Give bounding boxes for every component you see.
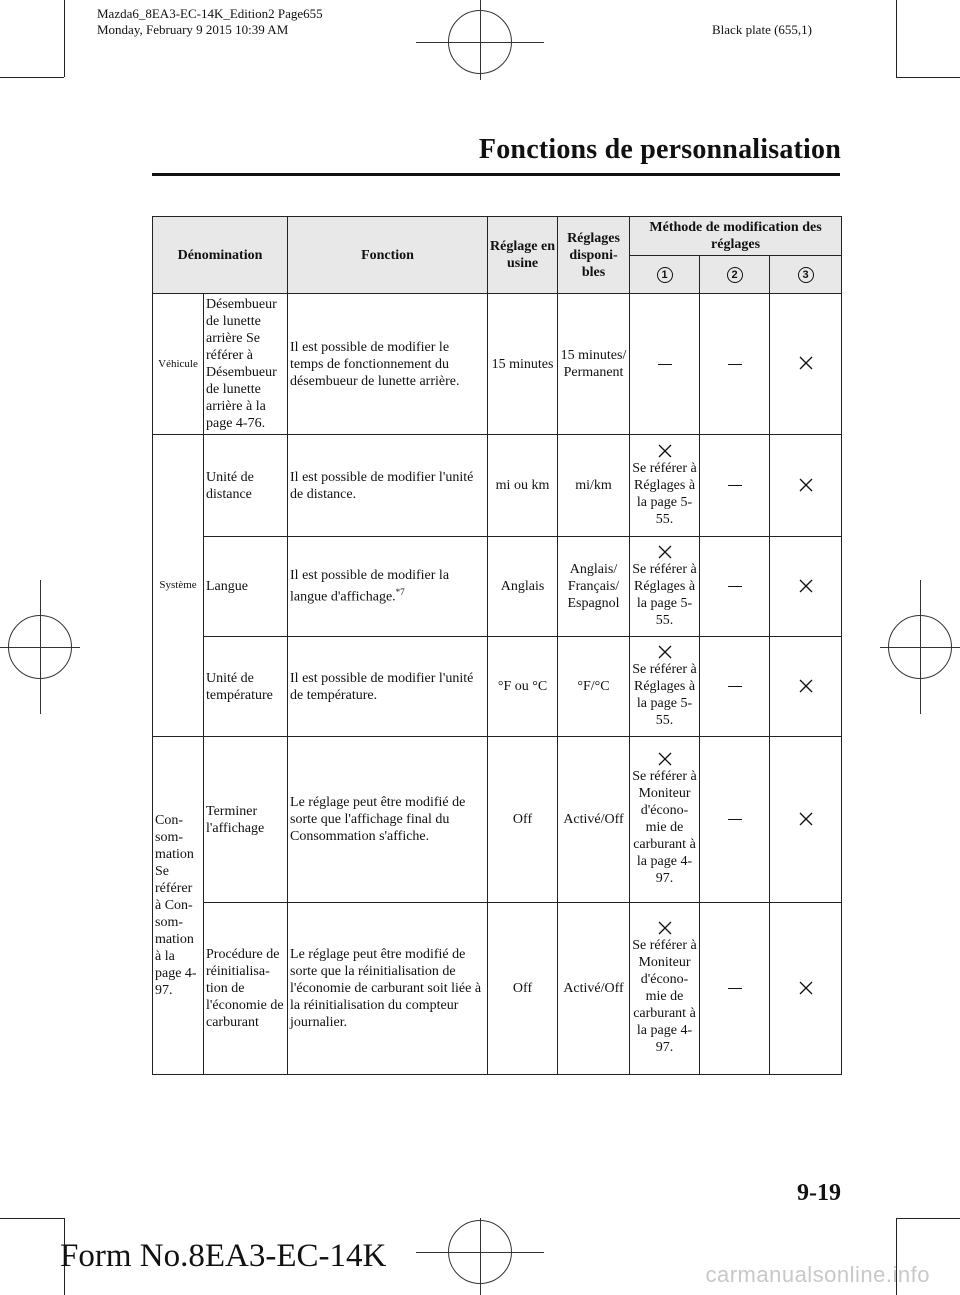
method-3-cell — [770, 294, 842, 435]
crop-mark — [896, 77, 960, 78]
usine-cell: 15 minutes — [488, 294, 558, 435]
method-1-cell — [630, 903, 700, 1075]
table-row — [153, 537, 842, 637]
section-title: Fonctions de personnalisation — [478, 134, 841, 165]
method-2-cell — [700, 435, 770, 537]
method-1-cell — [630, 435, 700, 537]
crop-mark — [0, 77, 64, 78]
usine-cell: Off — [488, 737, 558, 903]
x-mark-icon — [799, 981, 813, 995]
method-2-cell — [700, 903, 770, 1075]
header-denomination: Dénomination — [153, 217, 288, 294]
crop-mark — [896, 0, 897, 77]
x-mark-icon — [799, 356, 813, 370]
customization-table — [152, 216, 842, 1075]
circled-number-icon: 2 — [727, 267, 743, 283]
fonction-cell: Il est possible de modifier le temps de fonctionnement du désembueur de lunette arrière. — [288, 294, 488, 435]
registration-line — [480, 0, 481, 80]
method-1-cell — [630, 294, 700, 435]
method-reference: Se référer à Réglages à la page 5-55. — [632, 661, 697, 728]
category-cell: Con- som- mation Se référer à Con- som- mation à la page 4-97. — [153, 737, 204, 1075]
table-row — [153, 294, 842, 435]
method-2-cell — [700, 294, 770, 435]
usine-cell: Off — [488, 903, 558, 1075]
method-2-cell — [700, 637, 770, 737]
method-3-cell — [770, 737, 842, 903]
x-mark-icon — [799, 679, 813, 693]
disponibles-cell: Activé/Off — [558, 903, 630, 1075]
metadata-date: Monday, February 9 2015 10:39 AM — [97, 22, 289, 37]
usine-cell: Anglais — [488, 537, 558, 637]
header-reglage-usine: Réglage en usine — [488, 217, 558, 294]
denomination-cell: Unité de distance — [204, 435, 288, 537]
header-method-1 — [630, 256, 700, 294]
method-2-cell — [700, 537, 770, 637]
method-3-cell — [770, 637, 842, 737]
method-reference: Se référer à Moniteur d'écono- mie de carburant à la page 4-97. — [632, 769, 697, 886]
fonction-cell: Il est possible de modifier l'unité de température. — [288, 637, 488, 737]
method-reference: Se référer à Moniteur d'écono- mie de carburant à la page 4-97. — [632, 938, 697, 1055]
fonction-cell: Le réglage peut être modifié de sorte que l'affichage final du Consommation s'affiche. — [288, 737, 488, 903]
fonction-cell: Il est possible de modifier l'unité de distance. — [288, 435, 488, 537]
dash-icon — [728, 686, 742, 687]
header-method-3 — [770, 256, 842, 294]
circled-number-icon: 1 — [657, 267, 673, 283]
usine-cell: °F ou °C — [488, 637, 558, 737]
x-mark-icon — [658, 444, 672, 458]
dash-icon — [728, 988, 742, 989]
crop-mark — [64, 0, 65, 77]
method-1-cell — [630, 537, 700, 637]
disponibles-cell: °F/°C — [558, 637, 630, 737]
fonction-text: Il est possible de modifier la langue d'affichage. — [290, 568, 450, 605]
table-row — [153, 903, 842, 1075]
header-fonction: Fonction — [288, 217, 488, 294]
dash-icon — [728, 586, 742, 587]
disponibles-cell: mi/km — [558, 435, 630, 537]
dash-icon — [728, 485, 742, 486]
file-metadata — [97, 6, 323, 38]
x-mark-icon — [658, 545, 672, 559]
x-mark-icon — [799, 579, 813, 593]
registration-line — [920, 580, 921, 714]
table-row — [153, 435, 842, 537]
denomination-cell: Langue — [204, 537, 288, 637]
method-3-cell — [770, 903, 842, 1075]
crop-mark — [896, 1218, 960, 1219]
method-1-cell — [630, 737, 700, 903]
x-mark-icon — [799, 478, 813, 492]
method-1-cell — [630, 637, 700, 737]
method-3-cell — [770, 537, 842, 637]
disponibles-cell: 15 minutes/ Permanent — [558, 294, 630, 435]
method-reference: Se référer à Réglages à la page 5-55. — [632, 561, 697, 628]
title-divider — [152, 173, 840, 176]
table-row — [153, 637, 842, 737]
page-number: 9-19 — [797, 1180, 841, 1206]
table-row — [153, 737, 842, 903]
watermark: carmanualsonline.info — [705, 1262, 930, 1287]
x-mark-icon — [658, 921, 672, 935]
registration-line — [480, 1218, 481, 1295]
denomination-cell: Terminer l'affichage — [204, 737, 288, 903]
fonction-cell — [288, 537, 488, 637]
dash-icon — [728, 364, 742, 365]
disponibles-cell: Activé/Off — [558, 737, 630, 903]
header-method-2 — [700, 256, 770, 294]
category-cell: Système — [153, 435, 204, 737]
x-mark-icon — [658, 752, 672, 766]
denomination-cell: Procédure de réinitialisa- tion de l'économie de carburant — [204, 903, 288, 1075]
category-cell: Véhicule — [153, 294, 204, 435]
method-3-cell — [770, 435, 842, 537]
header-reglages-disponibles: Réglages disponi-bles — [558, 217, 630, 294]
footnote-ref: *7 — [395, 587, 405, 598]
dash-icon — [658, 364, 672, 365]
denomination-cell: Désembueur de lunette arrière Se référer à Désembueur de lunette arrière à la page 4-76. — [204, 294, 288, 435]
crop-mark — [0, 1218, 64, 1219]
fonction-cell: Le réglage peut être modifié de sorte que la réinitialisation de l'économie de carburant soit liée à la réinitialisation du compteur journalier. — [288, 903, 488, 1075]
dash-icon — [728, 819, 742, 820]
method-reference: Se référer à Réglages à la page 5-55. — [632, 460, 697, 527]
circled-number-icon: 3 — [798, 267, 814, 283]
x-mark-icon — [658, 645, 672, 659]
x-mark-icon — [799, 812, 813, 826]
registration-line — [40, 580, 41, 714]
disponibles-cell: Anglais/ Français/ Espagnol — [558, 537, 630, 637]
header-methode: Méthode de modification des réglages — [630, 217, 842, 256]
metadata-filename: Mazda6_8EA3-EC-14K_Edition2 Page655 — [97, 6, 323, 21]
denomination-cell: Unité de température — [204, 637, 288, 737]
method-2-cell — [700, 737, 770, 903]
plate-label: Black plate (655,1) — [712, 22, 812, 37]
form-number: Form No.8EA3-EC-14K — [60, 1238, 387, 1274]
usine-cell: mi ou km — [488, 435, 558, 537]
